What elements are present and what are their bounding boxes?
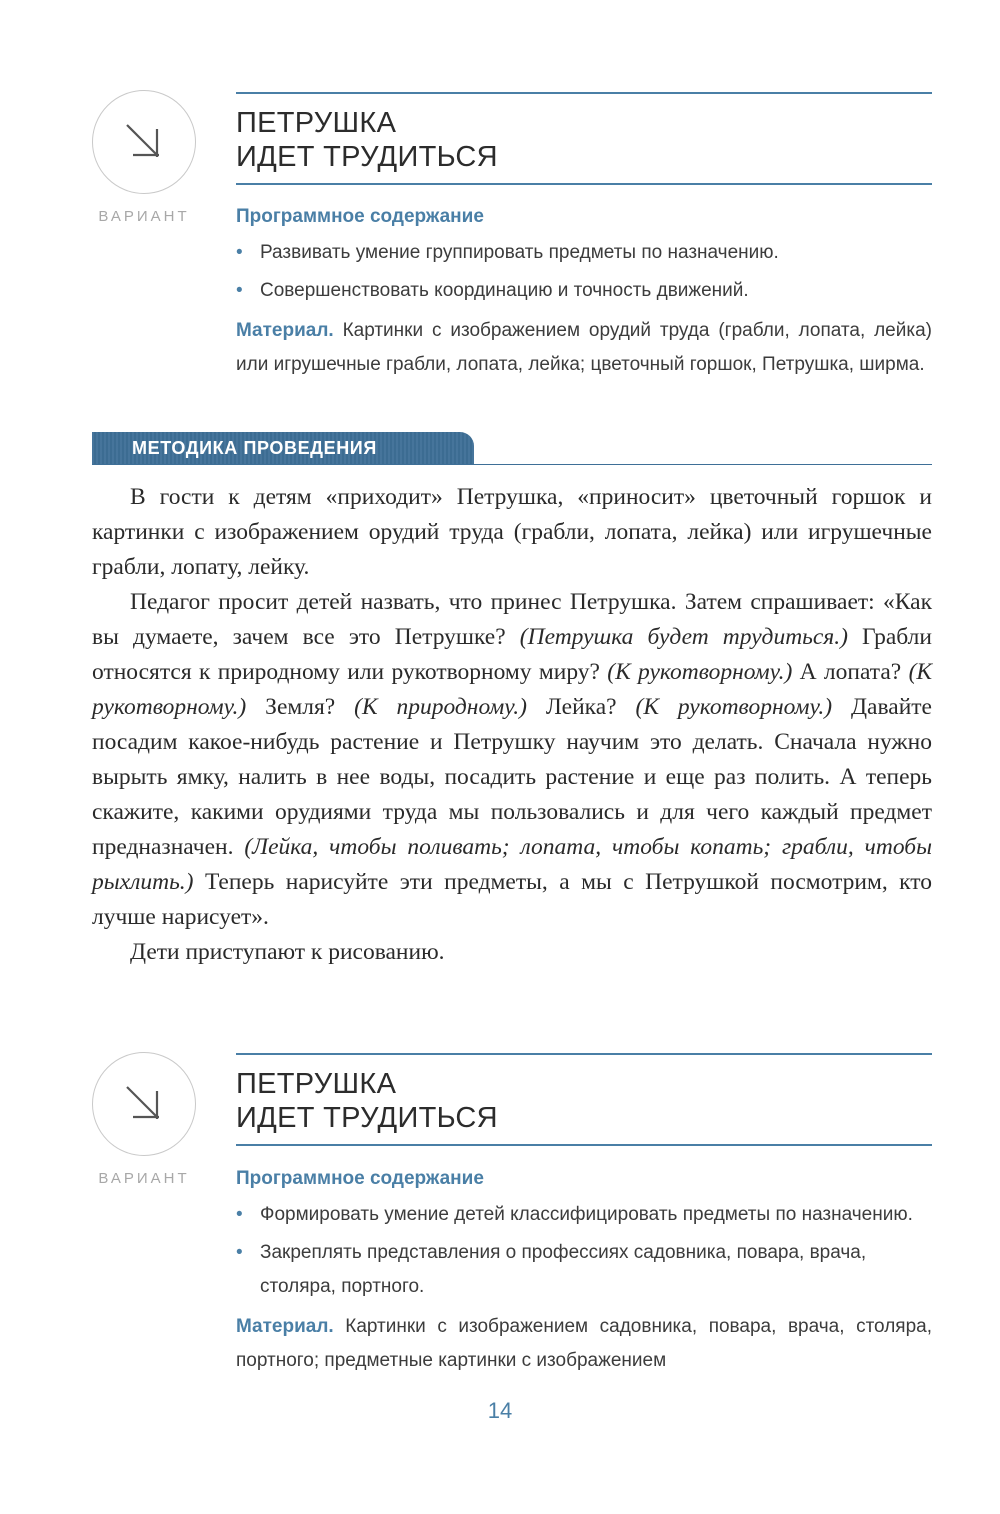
material-text: Картинки с изображением орудий труда (грабли, лопата, лейка) или игрушечные грабли, лопата, лейка; цветочный горшок, Петрушка, ширма.: [236, 320, 932, 375]
variant-label: ВАРИАНТ: [98, 208, 190, 225]
page-number: 14: [487, 1398, 513, 1423]
program-heading: Программное содержание: [236, 1168, 484, 1189]
material-paragraph: [236, 1310, 932, 1378]
header-rule-top: [236, 92, 932, 94]
program-heading: Программное содержание: [236, 206, 484, 227]
bullet-item: • Формировать умение детей классифицировать предметы по назначению.: [236, 1198, 932, 1232]
bullet-item: • Закреплять представления о профессиях садовника, повара, врача, столяра, портного.: [236, 1236, 932, 1304]
program-content: [236, 1164, 932, 1378]
header-rule-top: [236, 1053, 932, 1055]
material-label: Материал.: [236, 320, 334, 341]
material-label: Материал.: [236, 1316, 334, 1337]
title-line-2: ИДЕТ ТРУДИТЬСЯ: [236, 141, 498, 173]
method-heading-bar: [92, 432, 932, 466]
section-header: [236, 92, 932, 185]
title-line-1: ПЕТРУШКА: [236, 1068, 397, 1100]
bullet-dot-icon: •: [236, 1242, 243, 1263]
bullet-item: • Совершенствовать координацию и точность движений.: [236, 274, 932, 308]
section-title: [236, 1067, 932, 1135]
arrow-down-right-icon: [93, 1053, 195, 1155]
variant-badge: [92, 1052, 196, 1187]
method-heading: МЕТОДИКА ПРОВЕДЕНИЯ: [92, 432, 474, 464]
title-line-1: ПЕТРУШКА: [236, 107, 397, 139]
method-rule: [92, 464, 932, 465]
variant-badge: [92, 90, 196, 225]
header-rule-bottom: [236, 183, 932, 185]
bullet-dot-icon: •: [236, 1204, 243, 1225]
method-body: [92, 480, 932, 970]
bullet-dot-icon: •: [236, 280, 243, 301]
method-paragraph-3: Дети приступают к рисованию.: [130, 939, 445, 965]
section-header: [236, 1053, 932, 1146]
header-rule-bottom: [236, 1144, 932, 1146]
arrow-down-right-icon: [93, 91, 195, 193]
material-text: Картинки с изображением садовника, повара, врача, столяра, портного; предметные картинки с изображением: [236, 1316, 932, 1371]
variant-circle: [92, 1052, 196, 1156]
section-title: [236, 106, 932, 174]
bullet-item: • Развивать умение группировать предметы по назначению.: [236, 236, 932, 270]
variant-label: ВАРИАНТ: [98, 1170, 190, 1187]
method-paragraph-2: Педагог просит детей назвать, что принес Петрушка. Затем спрашивает: «Как вы думаете, зачем все это Петрушке? (Петрушка будет трудиться.) Грабли относятся к природному или рукотворному миру? (К рукотворному.) А лопата? (К рукотворному.) Земля? (К природному.) Лейка? (К рукотворному.) Давайте посадим какое-нибудь растение и Петрушку научим это делать. Сначала нужно вырыть ямку, налить в нее воды, посадить растение и еще раз полить. А теперь скажите, какими орудиями труда мы пользовались и для чего каждый предмет предназначен. (Лейка, чтобы поливать; лопата, чтобы копать; грабли, чтобы рыхлить.) Теперь нарисуйте эти предметы, а мы с Петрушкой посмотрим, кто лучше нарисует».: [92, 589, 933, 930]
material-paragraph: [236, 314, 932, 382]
program-content: [236, 202, 932, 382]
variant-circle: [92, 90, 196, 194]
title-line-2: ИДЕТ ТРУДИТЬСЯ: [236, 1102, 498, 1134]
method-paragraph-1: В гости к детям «приходит» Петрушка, «приносит» цветочный горшок и картинки с изображением орудий труда (грабли, лопата, лейка) или игрушечные грабли, лопату, лейку.: [92, 484, 932, 580]
bullet-dot-icon: •: [236, 242, 243, 263]
